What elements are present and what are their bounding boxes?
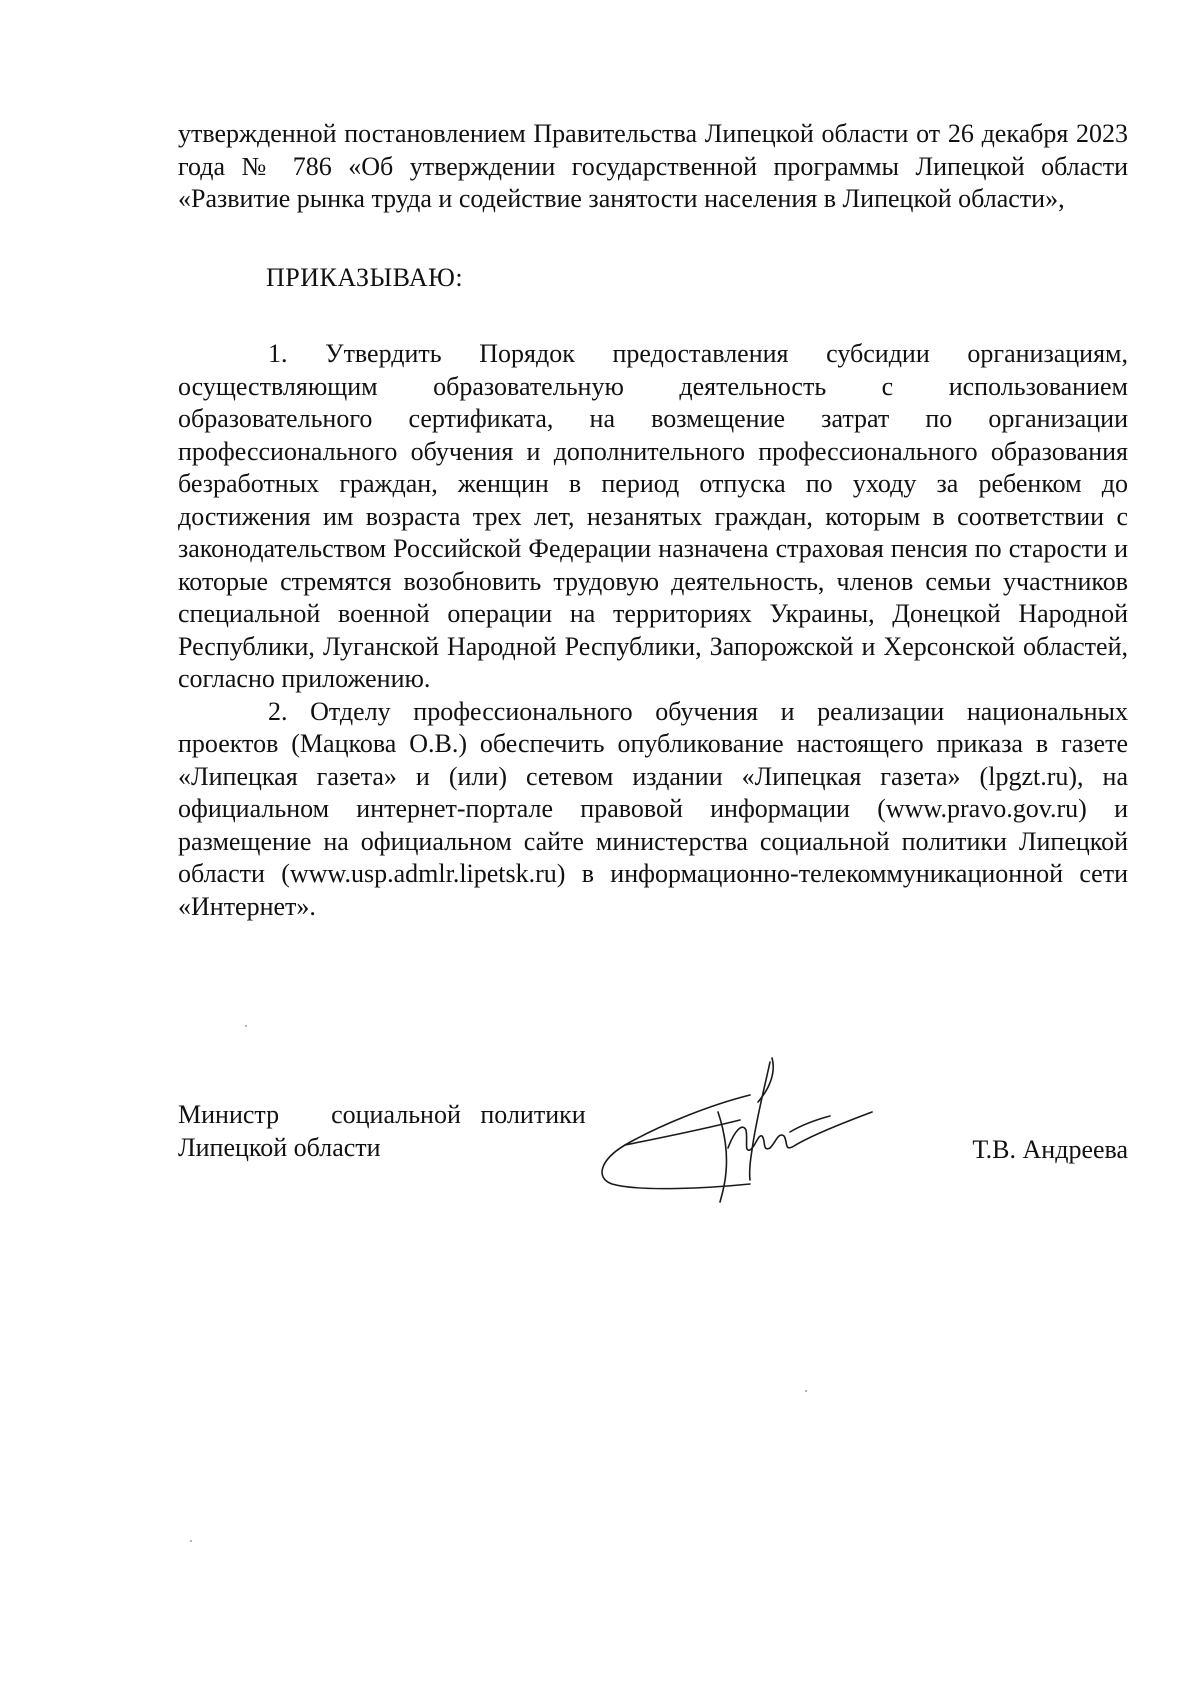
scan-speck xyxy=(190,1540,192,1542)
handwritten-signature xyxy=(600,1050,910,1210)
signatory-title-line-2: Липецкой области xyxy=(178,1133,381,1162)
intro-paragraph: утвержденной постановлением Правительства Липецкой области от 26 декабря 2023 года № 786 «Об утверждении государственной программы Липецкой области «Развитие рынка труда и содействие занятости населения в Липецкой области», xyxy=(178,119,1128,213)
order-item-2: 2. Отделу профессионального обучения и реализации национальных проектов (Мацкова О.В.) обеспечить опубликование настоящего приказа в газете «Липецкая газета» и (или) сетевом издании «Липецкая газета» (lpgzt.ru), на официальном интернет-портале правовой информации (www.pravo.gov.ru) и размещение на официальном сайте министерства социальной политики Липецкой области (www.usp.admlr.lipetsk.ru) в информационно-телекоммуникационной сети «Интернет». xyxy=(178,696,1128,921)
signatory-name: Т.В. Андреева xyxy=(972,1135,1128,1164)
signatory-title-line-1: Министр социальной политики xyxy=(178,1100,586,1129)
order-heading: ПРИКАЗЫВАЮ: xyxy=(266,262,464,292)
document-body xyxy=(178,118,1128,923)
scan-speck xyxy=(805,1390,807,1392)
scan-speck xyxy=(245,1025,247,1027)
order-item-1: 1. Утвердить Порядок предоставления субсидии организациям, осуществляющим образовательную деятельность с использованием образовательного сертификата, на возмещение затрат по организации профессионального обучения и дополнительного профессионального образования безработных граждан, женщин в период отпуска по уходу за ребенком до достижения им возраста трех лет, незанятых граждан, которым в соответствии с законодательством Российской Федерации назначена страховая пенсия по старости и которые стремятся возобновить трудовую деятельность, членов семьи участников специальной военной операции на территориях Украины, Донецкой Народной Республики, Луганской Народной Республики, Запорожской и Херсонской областей, согласно приложению. xyxy=(178,339,1128,693)
